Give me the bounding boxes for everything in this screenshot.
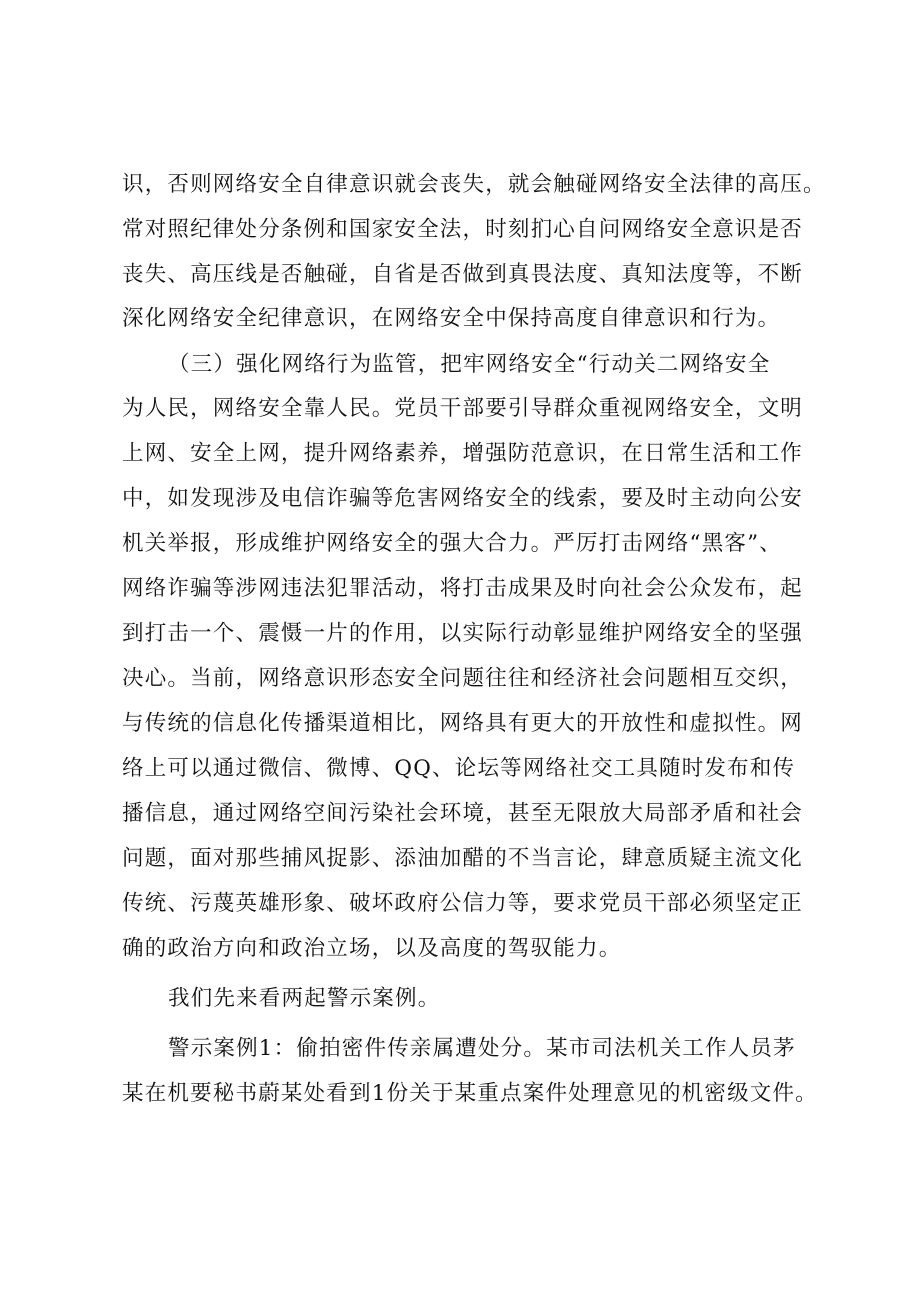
text-line: 某在机要秘书蔚某处看到1份关于某重点案件处理意见的机密级文件。 <box>122 1081 818 1106</box>
text-line: 深化网络安全纪律意识，在网络安全中保持高度自律意识和行为。 <box>122 306 781 331</box>
text-line: 播信息，通过网络空间污染社会环境，甚至无限放大局部矛盾和社会 <box>122 801 804 826</box>
text-line: 决心。当前，网络意识形态安全问题往往和经济社会问题相互交织， <box>122 666 804 691</box>
text-line: 到打击一个、震慑一片的作用，以实际行动彰显维护网络安全的坚强 <box>122 621 804 646</box>
text-line: 络上可以通过微信、微博、QQ、论坛等网络社交工具随时发布和传 <box>122 756 796 781</box>
text-line: 机关举报，形成维护网络安全的强大合力。严厉打击网络“黑客”、 <box>122 531 782 556</box>
text-line: 传统、污蔑英雄形象、破坏政府公信力等，要求党员干部必须坚定正 <box>122 891 804 916</box>
text-line: 网络诈骗等涉网违法犯罪活动，将打击成果及时向社会公众发布，起 <box>122 576 804 601</box>
text-line: 常对照纪律处分条例和国家安全法，时刻扪心自问网络安全意识是否 <box>122 217 804 242</box>
text-line: 我们先来看两起警示案例。 <box>168 986 441 1011</box>
text-line: （三）强化网络行为监管，把牢网络安全“行动关二网络安全 <box>168 352 771 377</box>
text-line: 识，否则网络安全自律意识就会丧失，就会触碰网络安全法律的高压。 <box>122 172 826 197</box>
text-line: 为人民，网络安全靠人民。党员干部要引导群众重视网络安全，文明 <box>122 396 804 421</box>
text-line: 确的政治方向和政治立场，以及高度的驾驭能力。 <box>122 936 622 961</box>
text-line: 中，如发现涉及电信诈骗等危害网络安全的线索，要及时主动向公安 <box>122 486 804 511</box>
text-line: 丧失、高压线是否触碰，自省是否做到真畏法度、真知法度等，不断 <box>122 262 804 287</box>
text-line: 与传统的信息化传播渠道相比，网络具有更大的开放性和虚拟性。网 <box>122 711 804 736</box>
text-line: 警示案例1：偷拍密件传亲属遭处分。某市司法机关工作人员茅 <box>168 1036 796 1061</box>
text-line: 问题，面对那些捕风捉影、添油加醋的不当言论，肆意质疑主流文化 <box>122 846 804 871</box>
text-line: 上网、安全上网，提升网络素养，增强防范意识，在日常生活和工作 <box>122 441 804 466</box>
